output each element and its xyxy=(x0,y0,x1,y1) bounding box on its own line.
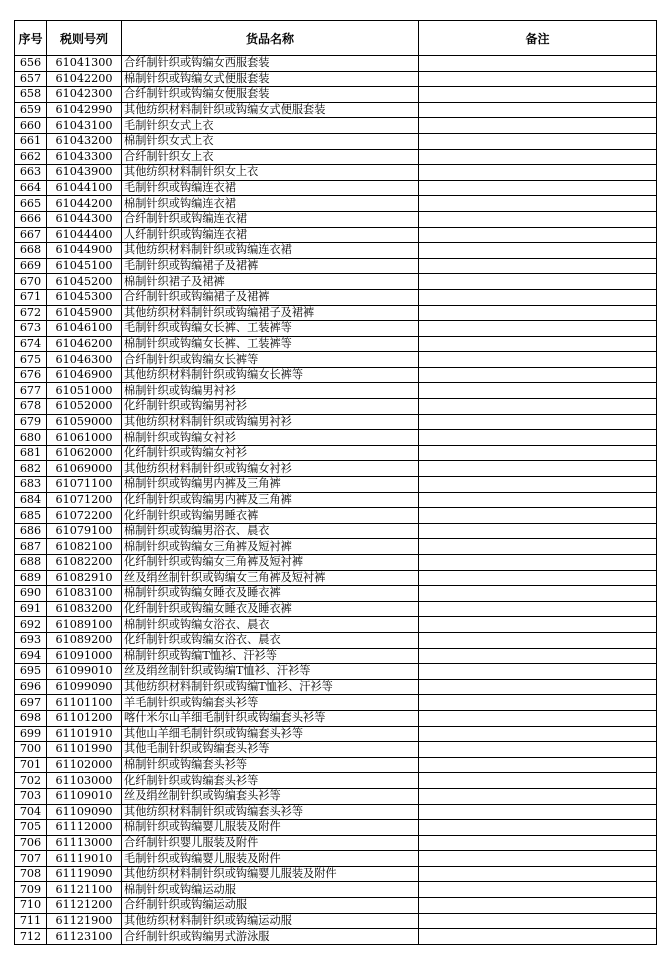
cell-code: 61102000 xyxy=(47,757,122,773)
cell-code: 61072200 xyxy=(47,508,122,524)
cell-code: 61119010 xyxy=(47,851,122,867)
table-row xyxy=(15,102,657,118)
cell-name: 其他纺织材料制针织或钩编女衬衫 xyxy=(122,461,419,477)
cell-code: 61061000 xyxy=(47,430,122,446)
cell-note xyxy=(419,352,657,368)
cell-code: 61044900 xyxy=(47,243,122,259)
cell-seq: 670 xyxy=(15,274,47,290)
cell-note xyxy=(419,367,657,383)
cell-seq: 677 xyxy=(15,383,47,399)
cell-name: 化纤制针织或钩编女浴衣、晨衣 xyxy=(122,632,419,648)
cell-code: 61109010 xyxy=(47,788,122,804)
cell-name: 化纤制针织或钩编男衬衫 xyxy=(122,399,419,415)
table-row xyxy=(15,695,657,711)
cell-seq: 669 xyxy=(15,258,47,274)
cell-note xyxy=(419,461,657,477)
table-row xyxy=(15,414,657,430)
cell-seq: 682 xyxy=(15,461,47,477)
cell-seq: 660 xyxy=(15,118,47,134)
cell-name: 其他纺织材料制针织或钩编连衣裙 xyxy=(122,243,419,259)
cell-note xyxy=(419,804,657,820)
cell-code: 61082100 xyxy=(47,539,122,555)
cell-seq: 696 xyxy=(15,679,47,695)
cell-seq: 695 xyxy=(15,664,47,680)
cell-seq: 707 xyxy=(15,851,47,867)
cell-name: 化纤制针织或钩编女三角裤及短衬裤 xyxy=(122,555,419,571)
cell-note xyxy=(419,289,657,305)
cell-note xyxy=(419,539,657,555)
cell-seq: 694 xyxy=(15,648,47,664)
table-row xyxy=(15,149,657,165)
table-row xyxy=(15,757,657,773)
cell-note xyxy=(419,414,657,430)
table-row xyxy=(15,851,657,867)
cell-seq: 656 xyxy=(15,56,47,72)
cell-seq: 680 xyxy=(15,430,47,446)
cell-code: 61042990 xyxy=(47,102,122,118)
cell-name: 棉制针织或钩编套头衫等 xyxy=(122,757,419,773)
cell-note xyxy=(419,757,657,773)
cell-note xyxy=(419,632,657,648)
cell-name: 合纤制针织或钩编男式游泳服 xyxy=(122,929,419,945)
cell-code: 61046300 xyxy=(47,352,122,368)
cell-seq: 668 xyxy=(15,243,47,259)
cell-note xyxy=(419,695,657,711)
cell-code: 61069000 xyxy=(47,461,122,477)
cell-name: 其他纺织材料制针织或钩编裙子及裙裤 xyxy=(122,305,419,321)
header-note: 备注 xyxy=(419,21,657,56)
table-row xyxy=(15,321,657,337)
cell-note xyxy=(419,773,657,789)
cell-name: 其他纺织材料制针织女上衣 xyxy=(122,165,419,181)
cell-name: 棉制针织或钩编女式便服套装 xyxy=(122,71,419,87)
cell-code: 61045900 xyxy=(47,305,122,321)
cell-seq: 687 xyxy=(15,539,47,555)
table-body xyxy=(15,56,657,945)
table-row xyxy=(15,430,657,446)
cell-name: 棉制针织女式上衣 xyxy=(122,133,419,149)
cell-note xyxy=(419,617,657,633)
table-row xyxy=(15,835,657,851)
cell-note xyxy=(419,586,657,602)
table-row xyxy=(15,133,657,149)
cell-note xyxy=(419,321,657,337)
cell-seq: 699 xyxy=(15,726,47,742)
cell-seq: 681 xyxy=(15,445,47,461)
table-row xyxy=(15,383,657,399)
table-row xyxy=(15,632,657,648)
header-name: 货品名称 xyxy=(122,21,419,56)
table-row xyxy=(15,508,657,524)
cell-seq: 674 xyxy=(15,336,47,352)
cell-seq: 663 xyxy=(15,165,47,181)
cell-code: 61099090 xyxy=(47,679,122,695)
cell-name: 其他纺织材料制针织或钩编婴儿服装及附件 xyxy=(122,866,419,882)
cell-name: 合纤制针织或钩编连衣裙 xyxy=(122,211,419,227)
table-row xyxy=(15,243,657,259)
table-row xyxy=(15,929,657,945)
cell-note xyxy=(419,742,657,758)
cell-note xyxy=(419,555,657,571)
cell-code: 61123100 xyxy=(47,929,122,945)
header-seq: 序号 xyxy=(15,21,47,56)
cell-name: 其他纺织材料制针织或钩编女长裤等 xyxy=(122,367,419,383)
table-row xyxy=(15,352,657,368)
cell-name: 合纤制针织女上衣 xyxy=(122,149,419,165)
cell-name: 棉制针织或钩编女浴衣、晨衣 xyxy=(122,617,419,633)
cell-seq: 698 xyxy=(15,710,47,726)
cell-name: 棉制针织或钩编男内裤及三角裤 xyxy=(122,477,419,493)
cell-code: 61051000 xyxy=(47,383,122,399)
cell-name: 合纤制针织婴儿服装及附件 xyxy=(122,835,419,851)
cell-code: 61101910 xyxy=(47,726,122,742)
table-row xyxy=(15,882,657,898)
table-row xyxy=(15,71,657,87)
cell-name: 丝及绢丝制针织或钩编T恤衫、汗衫等 xyxy=(122,664,419,680)
cell-name: 合纤制针织或钩编女长裤等 xyxy=(122,352,419,368)
cell-code: 61121900 xyxy=(47,913,122,929)
cell-code: 61101100 xyxy=(47,695,122,711)
header-row xyxy=(15,21,657,56)
cell-seq: 685 xyxy=(15,508,47,524)
cell-seq: 683 xyxy=(15,477,47,493)
cell-code: 61121100 xyxy=(47,882,122,898)
cell-name: 其他纺织材料制针织或钩编男衬衫 xyxy=(122,414,419,430)
cell-note xyxy=(419,820,657,836)
cell-seq: 712 xyxy=(15,929,47,945)
cell-seq: 708 xyxy=(15,866,47,882)
cell-seq: 688 xyxy=(15,555,47,571)
cell-note xyxy=(419,445,657,461)
cell-seq: 662 xyxy=(15,149,47,165)
table-row xyxy=(15,211,657,227)
cell-seq: 711 xyxy=(15,913,47,929)
cell-note xyxy=(419,648,657,664)
cell-seq: 691 xyxy=(15,601,47,617)
table-row xyxy=(15,913,657,929)
table-row xyxy=(15,305,657,321)
cell-code: 61044100 xyxy=(47,180,122,196)
cell-note xyxy=(419,165,657,181)
cell-note xyxy=(419,196,657,212)
cell-code: 61119090 xyxy=(47,866,122,882)
table-row xyxy=(15,165,657,181)
cell-seq: 671 xyxy=(15,289,47,305)
cell-seq: 666 xyxy=(15,211,47,227)
cell-seq: 689 xyxy=(15,570,47,586)
cell-seq: 667 xyxy=(15,227,47,243)
cell-name: 毛制针织或钩编裙子及裙裤 xyxy=(122,258,419,274)
cell-seq: 657 xyxy=(15,71,47,87)
cell-name: 羊毛制针织或钩编套头衫等 xyxy=(122,695,419,711)
cell-seq: 684 xyxy=(15,492,47,508)
cell-name: 合纤制针织或钩编女西服套装 xyxy=(122,56,419,72)
cell-seq: 679 xyxy=(15,414,47,430)
cell-code: 61044200 xyxy=(47,196,122,212)
cell-seq: 702 xyxy=(15,773,47,789)
cell-code: 61045300 xyxy=(47,289,122,305)
cell-code: 61042300 xyxy=(47,87,122,103)
cell-seq: 709 xyxy=(15,882,47,898)
cell-code: 61071200 xyxy=(47,492,122,508)
cell-note xyxy=(419,788,657,804)
table-row xyxy=(15,196,657,212)
cell-note xyxy=(419,274,657,290)
cell-note xyxy=(419,258,657,274)
cell-code: 61121200 xyxy=(47,898,122,914)
cell-code: 61083100 xyxy=(47,586,122,602)
cell-name: 棉制针织或钩编男衬衫 xyxy=(122,383,419,399)
cell-note xyxy=(419,243,657,259)
cell-seq: 690 xyxy=(15,586,47,602)
table-row xyxy=(15,866,657,882)
cell-name: 棉制针织或钩编女三角裤及短衬裤 xyxy=(122,539,419,555)
cell-code: 61082910 xyxy=(47,570,122,586)
cell-note xyxy=(419,726,657,742)
cell-code: 61043100 xyxy=(47,118,122,134)
cell-note xyxy=(419,227,657,243)
cell-name: 棉制针织或钩编女睡衣及睡衣裤 xyxy=(122,586,419,602)
table-row xyxy=(15,523,657,539)
cell-seq: 701 xyxy=(15,757,47,773)
cell-code: 61046900 xyxy=(47,367,122,383)
cell-seq: 710 xyxy=(15,898,47,914)
cell-code: 61045200 xyxy=(47,274,122,290)
table-row xyxy=(15,820,657,836)
cell-name: 棉制针织裙子及裙裤 xyxy=(122,274,419,290)
cell-seq: 664 xyxy=(15,180,47,196)
table-row xyxy=(15,898,657,914)
tariff-table xyxy=(14,20,657,945)
cell-seq: 697 xyxy=(15,695,47,711)
cell-seq: 676 xyxy=(15,367,47,383)
cell-code: 61043200 xyxy=(47,133,122,149)
cell-note xyxy=(419,133,657,149)
cell-code: 61083200 xyxy=(47,601,122,617)
table-row xyxy=(15,289,657,305)
cell-name: 丝及绢丝制针织或钩编女三角裤及短衬裤 xyxy=(122,570,419,586)
table-row xyxy=(15,617,657,633)
cell-note xyxy=(419,71,657,87)
cell-note xyxy=(419,508,657,524)
cell-seq: 678 xyxy=(15,399,47,415)
cell-name: 毛制针织女式上衣 xyxy=(122,118,419,134)
cell-code: 61043300 xyxy=(47,149,122,165)
table-row xyxy=(15,742,657,758)
cell-note xyxy=(419,305,657,321)
table-row xyxy=(15,118,657,134)
table-row xyxy=(15,788,657,804)
cell-note xyxy=(419,102,657,118)
table-row xyxy=(15,477,657,493)
cell-seq: 675 xyxy=(15,352,47,368)
cell-code: 61109090 xyxy=(47,804,122,820)
cell-seq: 704 xyxy=(15,804,47,820)
cell-note xyxy=(419,570,657,586)
cell-name: 其他山羊细毛制针织或钩编套头衫等 xyxy=(122,726,419,742)
cell-name: 棉制针织或钩编男浴衣、晨衣 xyxy=(122,523,419,539)
table-row xyxy=(15,461,657,477)
cell-name: 丝及绢丝制针织或钩编套头衫等 xyxy=(122,788,419,804)
cell-name: 棉制针织或钩编婴儿服装及附件 xyxy=(122,820,419,836)
table-row xyxy=(15,601,657,617)
cell-name: 化纤制针织或钩编男睡衣裤 xyxy=(122,508,419,524)
cell-code: 61089200 xyxy=(47,632,122,648)
cell-note xyxy=(419,882,657,898)
table-row xyxy=(15,648,657,664)
cell-seq: 673 xyxy=(15,321,47,337)
cell-code: 61044400 xyxy=(47,227,122,243)
cell-code: 61052000 xyxy=(47,399,122,415)
table-row xyxy=(15,726,657,742)
cell-note xyxy=(419,913,657,929)
cell-name: 毛制针织或钩编婴儿服装及附件 xyxy=(122,851,419,867)
table-row xyxy=(15,773,657,789)
table-row xyxy=(15,399,657,415)
table-row xyxy=(15,664,657,680)
cell-seq: 659 xyxy=(15,102,47,118)
cell-name: 棉制针织或钩编T恤衫、汗衫等 xyxy=(122,648,419,664)
table-row xyxy=(15,710,657,726)
cell-code: 61082200 xyxy=(47,555,122,571)
cell-note xyxy=(419,56,657,72)
table-row xyxy=(15,804,657,820)
cell-name: 人纤制针织或钩编连衣裙 xyxy=(122,227,419,243)
cell-seq: 661 xyxy=(15,133,47,149)
table-row xyxy=(15,586,657,602)
cell-name: 其他毛制针织或钩编套头衫等 xyxy=(122,742,419,758)
table-row xyxy=(15,87,657,103)
cell-code: 61079100 xyxy=(47,523,122,539)
cell-name: 棉制针织或钩编女长裤、工装裤等 xyxy=(122,336,419,352)
table-row xyxy=(15,258,657,274)
cell-name: 棉制针织或钩编运动服 xyxy=(122,882,419,898)
cell-name: 化纤制针织或钩编男内裤及三角裤 xyxy=(122,492,419,508)
table-row xyxy=(15,367,657,383)
cell-note xyxy=(419,851,657,867)
table-row xyxy=(15,56,657,72)
cell-code: 61046200 xyxy=(47,336,122,352)
cell-code: 61112000 xyxy=(47,820,122,836)
cell-seq: 686 xyxy=(15,523,47,539)
cell-note xyxy=(419,492,657,508)
cell-name: 化纤制针织或钩编套头衫等 xyxy=(122,773,419,789)
cell-code: 61099010 xyxy=(47,664,122,680)
cell-code: 61062000 xyxy=(47,445,122,461)
table-row xyxy=(15,180,657,196)
cell-note xyxy=(419,399,657,415)
cell-code: 61089100 xyxy=(47,617,122,633)
cell-note xyxy=(419,679,657,695)
cell-note xyxy=(419,601,657,617)
cell-code: 61071100 xyxy=(47,477,122,493)
cell-name: 其他纺织材料制针织或钩编女式便服套装 xyxy=(122,102,419,118)
cell-note xyxy=(419,664,657,680)
cell-seq: 658 xyxy=(15,87,47,103)
cell-seq: 672 xyxy=(15,305,47,321)
table-row xyxy=(15,274,657,290)
table-row xyxy=(15,570,657,586)
table-row xyxy=(15,445,657,461)
table-row xyxy=(15,227,657,243)
table-row xyxy=(15,492,657,508)
cell-code: 61101990 xyxy=(47,742,122,758)
table-row xyxy=(15,555,657,571)
cell-note xyxy=(419,866,657,882)
cell-name: 化纤制针织或钩编女睡衣及睡衣裤 xyxy=(122,601,419,617)
cell-note xyxy=(419,118,657,134)
cell-seq: 706 xyxy=(15,835,47,851)
cell-name: 棉制针织或钩编女衬衫 xyxy=(122,430,419,446)
cell-note xyxy=(419,336,657,352)
table-row xyxy=(15,679,657,695)
cell-note xyxy=(419,898,657,914)
cell-code: 61091000 xyxy=(47,648,122,664)
cell-name: 合纤制针织或钩编裙子及裙裤 xyxy=(122,289,419,305)
table-header xyxy=(15,21,657,56)
cell-code: 61041300 xyxy=(47,56,122,72)
header-code: 税则号列 xyxy=(47,21,122,56)
cell-note xyxy=(419,835,657,851)
cell-name: 喀什米尔山羊细毛制针织或钩编套头衫等 xyxy=(122,710,419,726)
cell-note xyxy=(419,929,657,945)
cell-note xyxy=(419,710,657,726)
cell-code: 61113000 xyxy=(47,835,122,851)
cell-seq: 703 xyxy=(15,788,47,804)
cell-name: 棉制针织或钩编连衣裙 xyxy=(122,196,419,212)
cell-name: 其他纺织材料制针织或钩编运动服 xyxy=(122,913,419,929)
cell-seq: 705 xyxy=(15,820,47,836)
cell-note xyxy=(419,430,657,446)
cell-code: 61059000 xyxy=(47,414,122,430)
cell-note xyxy=(419,149,657,165)
cell-note xyxy=(419,383,657,399)
cell-seq: 700 xyxy=(15,742,47,758)
cell-code: 61045100 xyxy=(47,258,122,274)
cell-name: 其他纺织材料制针织或钩编T恤衫、汗衫等 xyxy=(122,679,419,695)
cell-code: 61042200 xyxy=(47,71,122,87)
cell-name: 合纤制针织或钩编运动服 xyxy=(122,898,419,914)
cell-note xyxy=(419,523,657,539)
cell-seq: 693 xyxy=(15,632,47,648)
cell-code: 61101200 xyxy=(47,710,122,726)
cell-note xyxy=(419,477,657,493)
cell-code: 61044300 xyxy=(47,211,122,227)
cell-seq: 665 xyxy=(15,196,47,212)
cell-code: 61103000 xyxy=(47,773,122,789)
cell-name: 化纤制针织或钩编女衬衫 xyxy=(122,445,419,461)
cell-name: 毛制针织或钩编连衣裙 xyxy=(122,180,419,196)
cell-note xyxy=(419,87,657,103)
cell-code: 61043900 xyxy=(47,165,122,181)
cell-name: 毛制针织或钩编女长裤、工装裤等 xyxy=(122,321,419,337)
cell-name: 其他纺织材料制针织或钩编套头衫等 xyxy=(122,804,419,820)
cell-note xyxy=(419,211,657,227)
table-row xyxy=(15,336,657,352)
cell-name: 合纤制针织或钩编女便服套装 xyxy=(122,87,419,103)
table-row xyxy=(15,539,657,555)
cell-note xyxy=(419,180,657,196)
cell-code: 61046100 xyxy=(47,321,122,337)
cell-seq: 692 xyxy=(15,617,47,633)
